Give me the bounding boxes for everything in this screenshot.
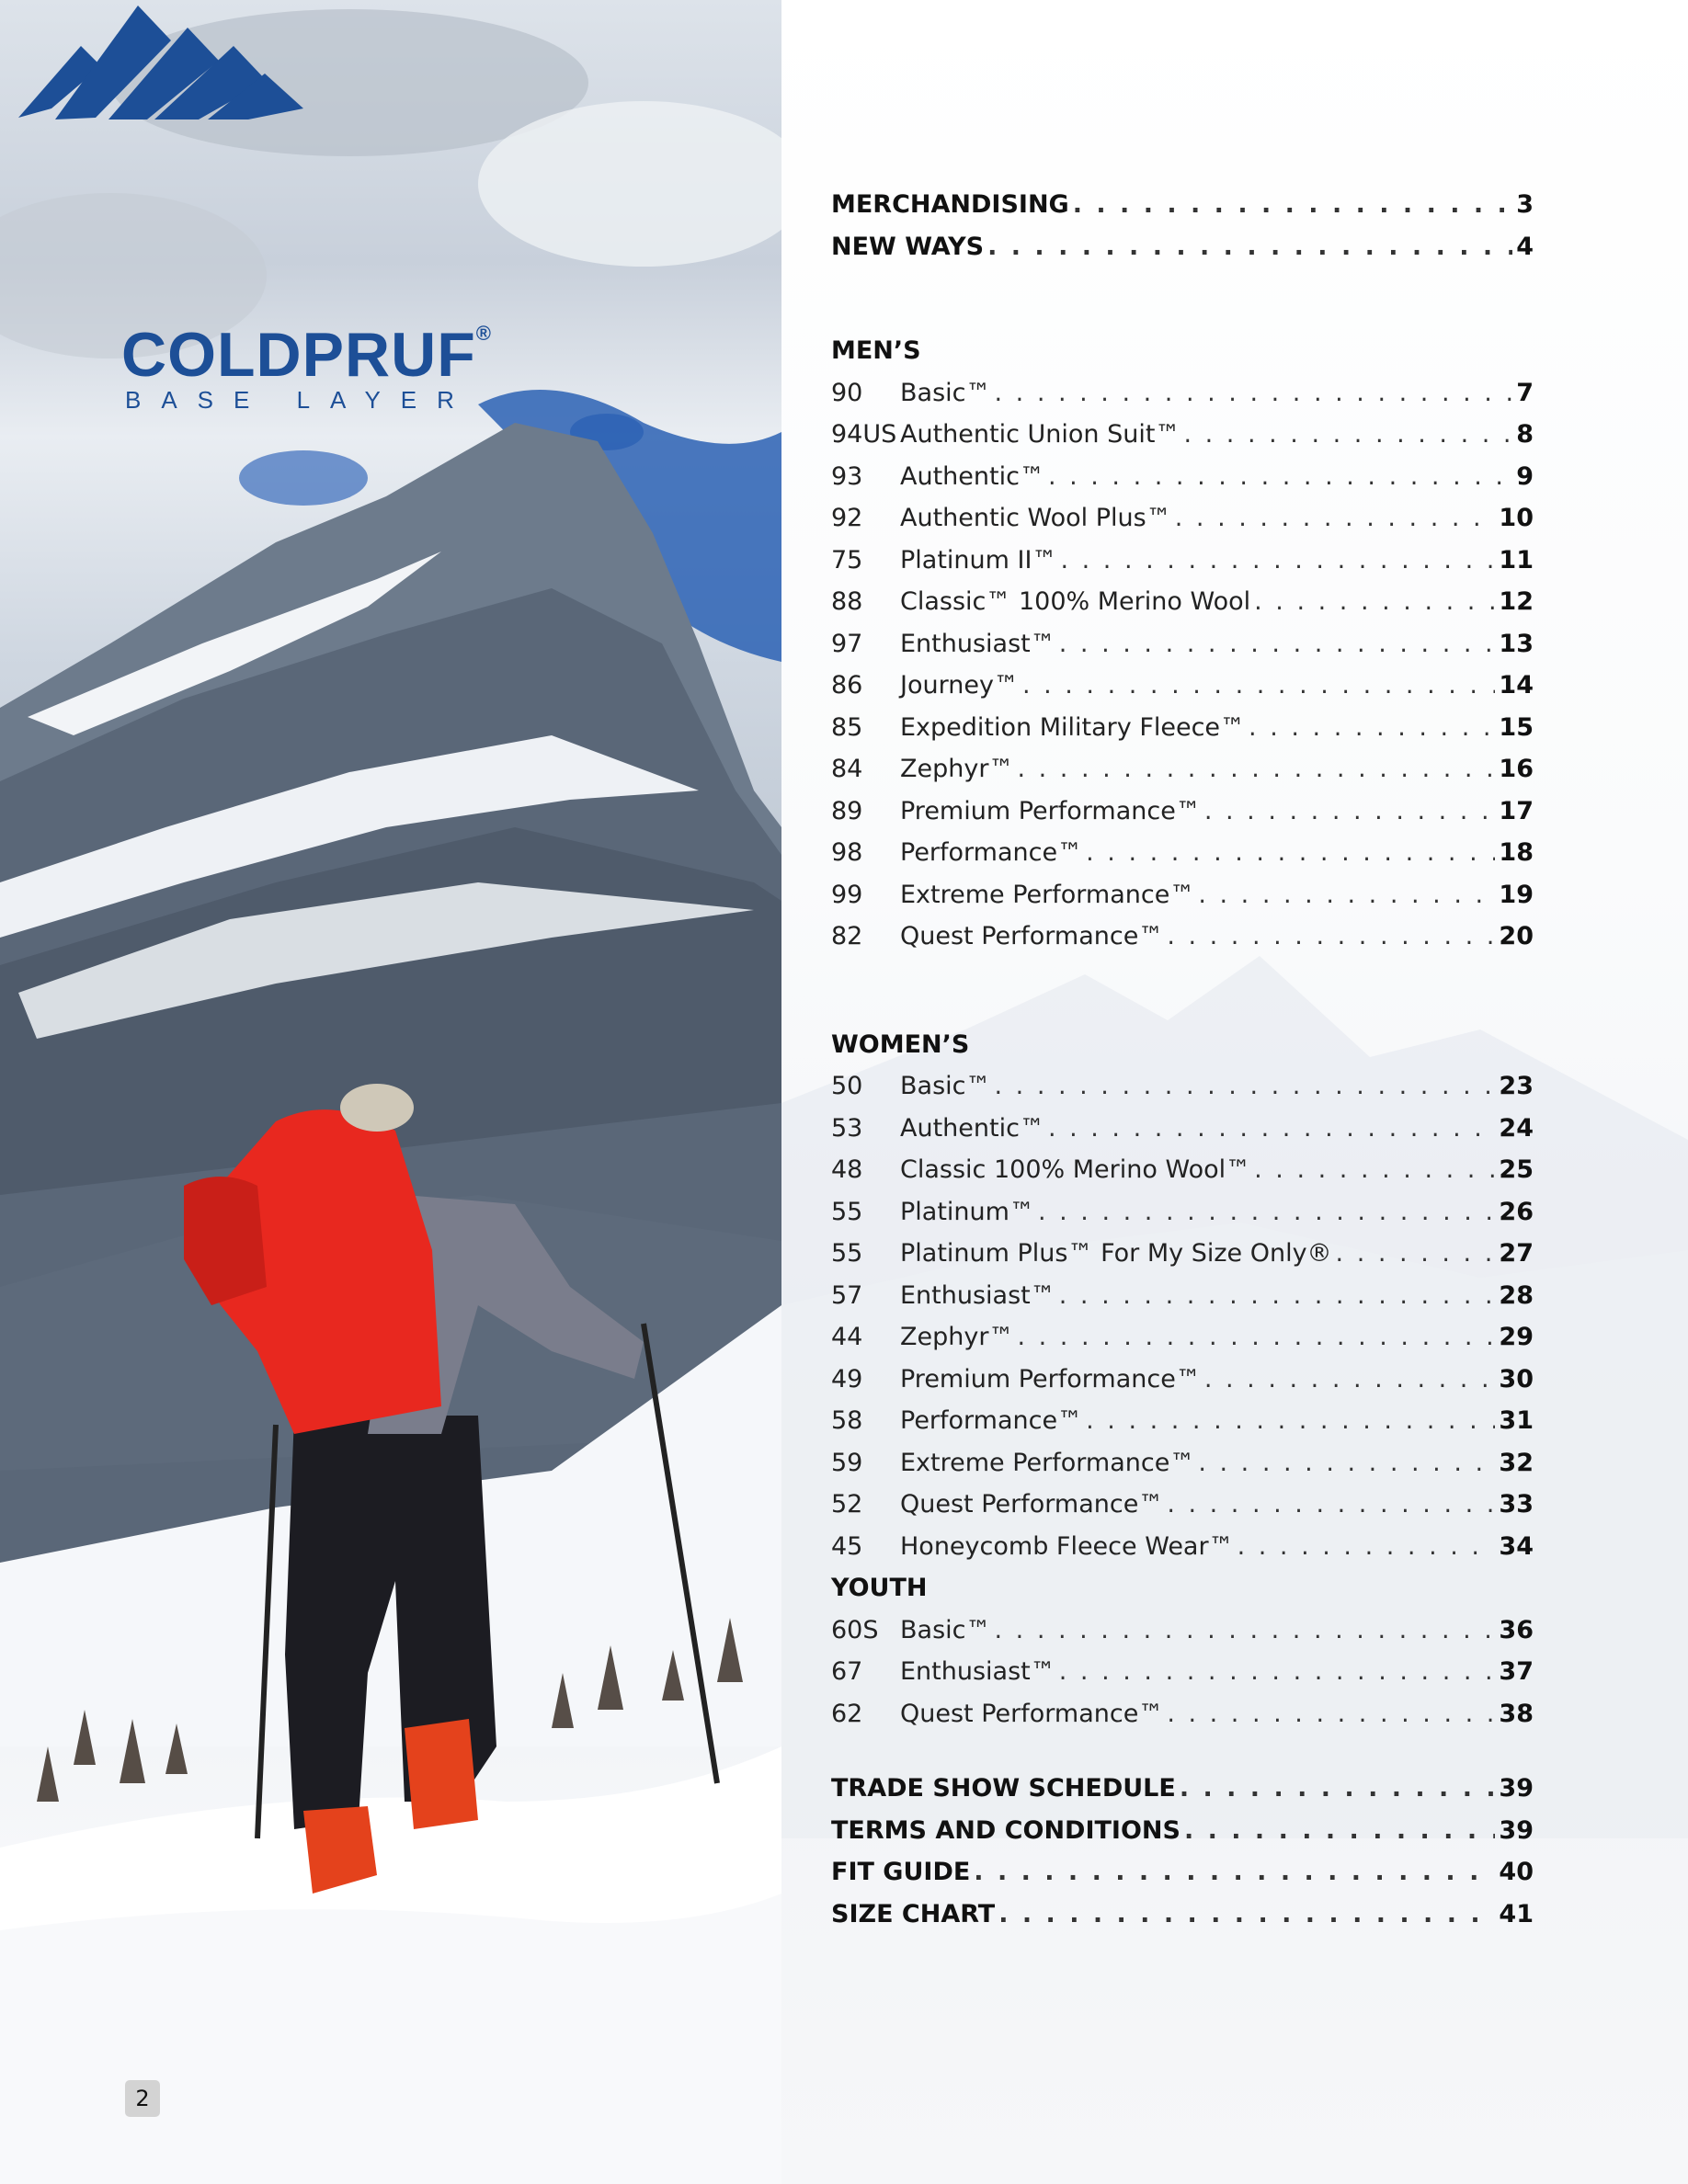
toc-entry[interactable] (831, 1281, 1534, 1324)
page-ref: 25 (1499, 1155, 1534, 1184)
style-number: 62 (831, 1699, 863, 1728)
dot-leader (1336, 1239, 1496, 1268)
product-title: Authentic™ (900, 1113, 1044, 1143)
registered-mark: ® (475, 322, 492, 345)
product-title: Classic 100% Merino Wool™ (900, 1155, 1251, 1184)
page-ref: 9 (1516, 461, 1534, 491)
brand-name: COLDPRUF® (121, 320, 492, 390)
product-title: Enthusiast™ (900, 1657, 1055, 1686)
toc-entry[interactable] (831, 1239, 1534, 1281)
toc-entry[interactable] (831, 1490, 1534, 1532)
page-ref: 37 (1499, 1657, 1534, 1686)
product-title: Journey™ (900, 671, 1019, 700)
toc-entry[interactable] (831, 1900, 1534, 1942)
cover-photo (0, 0, 781, 2184)
page-ref: 28 (1499, 1280, 1534, 1310)
page-ref: 36 (1499, 1615, 1534, 1644)
style-number: 58 (831, 1406, 863, 1435)
product-title: Extreme Performance™ (900, 880, 1195, 909)
style-number: 49 (831, 1364, 863, 1393)
page-ref: 26 (1499, 1197, 1534, 1226)
product-title: Basic™ (900, 1072, 991, 1100)
style-number: 99 (831, 880, 863, 909)
product-title: Authentic Union Suit™ (900, 420, 1180, 449)
page-ref: 13 (1499, 629, 1534, 658)
style-number: 84 (831, 755, 863, 783)
section-title: TRADE SHOW SCHEDULE (831, 1774, 1176, 1803)
product-title: Zephyr™ (900, 755, 1014, 783)
page-ref: 17 (1499, 796, 1534, 825)
style-number: 44 (831, 1323, 863, 1351)
style-number: 59 (831, 1448, 863, 1477)
toc-entry[interactable] (831, 1616, 1534, 1658)
toc-entry[interactable] (831, 838, 1534, 881)
page-ref: 15 (1499, 712, 1534, 742)
dot-leader (1060, 546, 1495, 574)
page-ref: 33 (1499, 1490, 1534, 1519)
dot-leader (1167, 1490, 1495, 1519)
dot-leader (1254, 1155, 1495, 1184)
section-heading-youth: YOUTH (831, 1574, 928, 1602)
style-number: 90 (831, 378, 863, 407)
toc-entry[interactable] (831, 671, 1534, 713)
page-ref: 40 (1499, 1858, 1534, 1886)
dot-leader (998, 1900, 1495, 1928)
dot-leader (1184, 1816, 1495, 1845)
page-ref: 10 (1499, 504, 1534, 532)
toc-entry[interactable] (831, 881, 1534, 923)
toc-entry[interactable] (831, 1774, 1534, 1816)
dot-leader (1175, 504, 1496, 532)
style-number: 86 (831, 671, 863, 700)
dot-leader (1167, 922, 1495, 950)
brand-tagline: BASE LAYER (125, 386, 474, 414)
dot-leader (994, 379, 1512, 407)
toc-panel (781, 0, 1688, 2184)
coldpruf-logo-peaks-icon (0, 0, 340, 221)
dot-leader (994, 1072, 1495, 1100)
dot-leader (1237, 1532, 1496, 1561)
style-number: 89 (831, 796, 863, 825)
page-ref: 27 (1499, 1239, 1534, 1268)
style-number: 57 (831, 1280, 863, 1310)
product-title: Premium Performance™ (900, 796, 1201, 825)
dot-leader (1167, 1700, 1495, 1728)
table-of-contents (831, 190, 1534, 1941)
dot-leader (1059, 630, 1496, 658)
toc-entry[interactable] (831, 1816, 1534, 1859)
style-number: 82 (831, 922, 863, 950)
toc-entry[interactable] (831, 1155, 1534, 1198)
page-ref: 39 (1499, 1815, 1534, 1845)
dot-leader (1204, 797, 1496, 825)
toc-entry[interactable] (831, 1323, 1534, 1365)
toc-entry[interactable] (831, 587, 1534, 630)
section-title: FIT GUIDE (831, 1858, 971, 1886)
toc-entry[interactable] (831, 1657, 1534, 1700)
product-title: Expedition Military Fleece™ (900, 712, 1246, 742)
section-heading-womens: WOMEN’S (831, 1029, 970, 1059)
dot-leader (1249, 713, 1495, 742)
page-ref: 18 (1499, 838, 1534, 867)
toc-entry[interactable] (831, 630, 1534, 672)
page-ref: 11 (1499, 545, 1534, 574)
toc-entry[interactable] (831, 1449, 1534, 1491)
womens-list (831, 1072, 1534, 1574)
dot-leader (1022, 671, 1495, 700)
dot-leader (1048, 1114, 1495, 1143)
toc-entry[interactable] (831, 922, 1534, 964)
section-heading-mens: MEN’S (831, 336, 921, 365)
toc-entry[interactable] (831, 1114, 1534, 1156)
page-ref: 12 (1499, 587, 1534, 616)
product-title: Extreme Performance™ (900, 1448, 1195, 1477)
page-ref: 41 (1499, 1899, 1534, 1928)
toc-entry[interactable] (831, 1072, 1534, 1114)
style-number: 92 (831, 504, 863, 532)
product-title: Basic™ (900, 1615, 991, 1644)
section-title: SIZE CHART (831, 1899, 996, 1928)
product-title: Quest Performance™ (900, 1490, 1164, 1519)
page-ref: 38 (1499, 1699, 1534, 1728)
dot-leader (1048, 462, 1512, 491)
toc-entry[interactable] (831, 713, 1534, 756)
dot-leader (1180, 1774, 1496, 1803)
dot-leader (1086, 838, 1495, 867)
toc-entry[interactable] (831, 379, 1534, 421)
toc-entry[interactable] (831, 504, 1534, 546)
page-ref: 31 (1499, 1406, 1534, 1435)
product-title: Premium Performance™ (900, 1364, 1201, 1393)
style-number: 67 (831, 1657, 863, 1686)
page-ref: 23 (1499, 1072, 1534, 1100)
toc-entry-new-ways[interactable]: NEW WAYS . . . 4 (831, 233, 1534, 275)
product-title: Performance™ (900, 1406, 1083, 1435)
toc-entry[interactable] (831, 1198, 1534, 1240)
style-number: 93 (831, 461, 863, 491)
section-title: TERMS AND CONDITIONS (831, 1815, 1180, 1845)
toc-entry[interactable] (831, 1406, 1534, 1449)
page-ref: 39 (1499, 1774, 1534, 1803)
style-number: 85 (831, 712, 863, 742)
mens-list (831, 379, 1534, 964)
dot-leader (1017, 1323, 1495, 1351)
page-ref: 8 (1516, 420, 1534, 449)
product-title: Quest Performance™ (900, 922, 1164, 950)
product-title: Basic™ (900, 378, 991, 407)
toc-entry[interactable] (831, 1532, 1534, 1575)
page-ref: 24 (1499, 1113, 1534, 1143)
dot-leader (1059, 1281, 1496, 1310)
page-ref: 20 (1499, 922, 1534, 950)
page-number: 2 (125, 2080, 160, 2117)
youth-list (831, 1616, 1534, 1742)
page-ref: 30 (1499, 1364, 1534, 1393)
product-title: Honeycomb Fleece Wear™ (900, 1531, 1234, 1561)
product-title: Enthusiast™ (900, 1280, 1055, 1310)
style-number: 98 (831, 838, 863, 867)
dot-leader (1038, 1198, 1495, 1226)
product-title: Performance™ (900, 838, 1083, 867)
toc-entry[interactable] (831, 462, 1534, 505)
style-number: 97 (831, 629, 863, 658)
dot-leader (1059, 1657, 1496, 1686)
dot-leader (1254, 587, 1495, 616)
toc-entry-merchandising[interactable]: MERCHANDISING . . . 3 (831, 190, 1534, 233)
toc-bottom-list (831, 1774, 1534, 1941)
dot-leader (1204, 1365, 1496, 1393)
style-number: 53 (831, 1113, 863, 1143)
page-ref: 14 (1499, 671, 1534, 700)
product-title: Authentic Wool Plus™ (900, 504, 1171, 532)
dot-leader (1086, 1406, 1495, 1435)
page-ref: 34 (1499, 1531, 1534, 1561)
style-number: 60S (831, 1615, 879, 1644)
product-title: Authentic™ (900, 461, 1044, 491)
style-number: 55 (831, 1239, 863, 1268)
toc-entry[interactable] (831, 755, 1534, 797)
style-number: 88 (831, 587, 863, 616)
style-number: 48 (831, 1155, 863, 1184)
toc-entry[interactable] (831, 1365, 1534, 1407)
toc-entry[interactable] (831, 1858, 1534, 1900)
product-title: Platinum™ (900, 1197, 1034, 1226)
dot-leader (974, 1858, 1495, 1886)
page-ref: 32 (1499, 1448, 1534, 1477)
dot-leader (1017, 755, 1495, 783)
toc-entry[interactable] (831, 797, 1534, 839)
style-number: 94US (831, 420, 897, 449)
product-title: Platinum Plus™ For My Size Only® (900, 1239, 1332, 1268)
product-title: Platinum II™ (900, 545, 1057, 574)
page-ref: 19 (1499, 880, 1534, 909)
product-title: Classic™ 100% Merino Wool (900, 587, 1251, 616)
product-title: Quest Performance™ (900, 1699, 1164, 1728)
style-number: 75 (831, 545, 863, 574)
style-number: 52 (831, 1490, 863, 1519)
style-number: 45 (831, 1531, 863, 1561)
product-title: Zephyr™ (900, 1323, 1014, 1351)
product-title: Enthusiast™ (900, 629, 1055, 658)
page-ref: 7 (1516, 378, 1534, 407)
dot-leader (1198, 881, 1495, 909)
dot-leader (994, 1616, 1495, 1644)
style-number: 55 (831, 1197, 863, 1226)
dot-leader (1183, 420, 1512, 449)
toc-entry[interactable] (831, 546, 1534, 588)
style-number: 50 (831, 1072, 863, 1100)
dot-leader (1198, 1449, 1495, 1477)
toc-entry[interactable] (831, 1700, 1534, 1742)
page-ref: 29 (1499, 1323, 1534, 1351)
page-ref: 16 (1499, 755, 1534, 783)
toc-entry[interactable] (831, 420, 1534, 462)
